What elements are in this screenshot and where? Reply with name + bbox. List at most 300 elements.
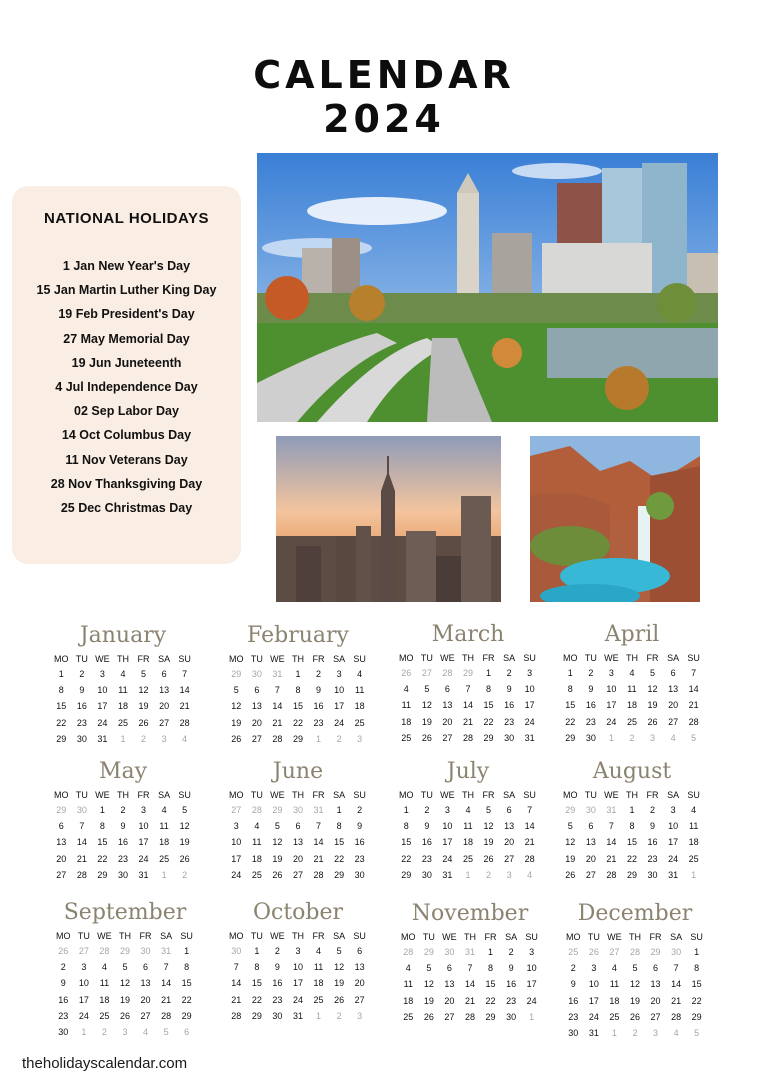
day-cell: 21 <box>606 853 617 864</box>
day-cell: 20 <box>159 701 170 712</box>
day-cell: 27 <box>159 717 170 728</box>
day-cell: 30 <box>272 1010 283 1021</box>
day-cell: 14 <box>272 701 283 712</box>
day-cell: 7 <box>691 668 697 679</box>
day-cell: 21 <box>688 700 699 711</box>
day-cell: 22 <box>626 853 637 864</box>
weekday-label: TH <box>625 790 638 800</box>
day-cell: 3 <box>357 1010 363 1021</box>
weekday-label: TU <box>250 931 263 941</box>
day-cell: 31 <box>272 669 283 680</box>
day-cell: 15 <box>334 837 345 848</box>
day-cell: 7 <box>465 684 471 695</box>
day-cell: 3 <box>141 805 147 816</box>
weekday-label: SA <box>667 653 680 663</box>
day-cell: 17 <box>588 995 599 1006</box>
day-cell: 13 <box>251 701 262 712</box>
day-cell: 16 <box>585 700 596 711</box>
day-cell: 27 <box>609 947 620 958</box>
week-row <box>396 851 540 867</box>
week-row <box>226 834 370 850</box>
day-cell: 19 <box>421 716 432 727</box>
day-cell: 21 <box>231 994 242 1005</box>
day-cell: 23 <box>506 995 517 1006</box>
week-row <box>396 697 540 713</box>
weekday-label: SU <box>687 653 700 663</box>
day-cell: 26 <box>565 869 576 880</box>
week-row <box>226 698 370 714</box>
day-cell: 10 <box>334 685 345 696</box>
day-cell: 3 <box>295 946 301 957</box>
week-row <box>398 993 542 1009</box>
day-cell: 1 <box>691 869 697 880</box>
day-cell: 26 <box>647 716 658 727</box>
weekday-label: FR <box>312 931 325 941</box>
day-cell: 17 <box>97 701 108 712</box>
day-cell: 30 <box>58 1027 69 1038</box>
weekday-label: FR <box>137 790 150 800</box>
day-cell: 1 <box>99 805 105 816</box>
weekday-label: TH <box>628 932 641 942</box>
day-cell: 22 <box>97 853 108 864</box>
day-cell: 6 <box>143 962 149 973</box>
day-cell: 17 <box>292 978 303 989</box>
day-cell: 25 <box>354 717 365 728</box>
day-cell: 29 <box>181 1010 192 1021</box>
day-cell: 11 <box>159 821 169 832</box>
week-row <box>51 715 195 731</box>
day-cell: 9 <box>424 821 430 832</box>
day-cell: 14 <box>688 684 699 695</box>
waterfall-canyon-photo <box>530 436 700 602</box>
day-cell: 12 <box>179 821 190 832</box>
weekday-label: TH <box>461 790 474 800</box>
weekday-label: SA <box>503 653 516 663</box>
day-cell: 28 <box>99 946 110 957</box>
day-cell: 28 <box>272 733 283 744</box>
day-cell: 10 <box>606 684 617 695</box>
weekday-label: SA <box>670 932 683 942</box>
day-cell: 2 <box>274 946 280 957</box>
weekday-label: MO <box>54 790 69 800</box>
weekday-label: TH <box>291 931 304 941</box>
month-name: June <box>272 759 324 784</box>
week-row <box>396 818 540 834</box>
weekday-label: TH <box>625 653 638 663</box>
day-cell: 28 <box>464 1011 475 1022</box>
day-cell: 6 <box>444 684 450 695</box>
week-row <box>226 731 370 747</box>
holiday-item: 1 Jan New Year's Day <box>62 259 191 273</box>
day-cell: 22 <box>251 994 262 1005</box>
day-cell: 19 <box>138 701 149 712</box>
weekday-label: FR <box>312 790 325 800</box>
day-cell: 20 <box>442 716 453 727</box>
day-cell: 8 <box>694 963 700 974</box>
weekday-label: SA <box>160 931 173 941</box>
day-cell: 5 <box>274 821 280 832</box>
day-cell: 12 <box>483 821 494 832</box>
week-row <box>51 682 195 698</box>
week-row <box>560 714 704 730</box>
day-cell: 6 <box>357 946 363 957</box>
day-cell: 19 <box>565 853 576 864</box>
day-cell: 3 <box>506 869 512 880</box>
day-cell: 24 <box>526 995 537 1006</box>
day-cell: 16 <box>504 700 515 711</box>
day-cell: 24 <box>524 716 535 727</box>
month-february <box>223 621 373 747</box>
day-cell: 22 <box>483 716 494 727</box>
weekday-label: SU <box>687 790 700 800</box>
day-cell: 1 <box>529 1011 535 1022</box>
day-cell: 1 <box>629 805 635 816</box>
day-cell: 23 <box>421 853 432 864</box>
month-name: September <box>63 900 187 925</box>
day-cell: 18 <box>626 700 637 711</box>
week-row <box>226 818 370 834</box>
week-row <box>563 944 707 960</box>
day-cell: 1 <box>184 946 190 957</box>
day-cell: 17 <box>78 994 89 1005</box>
day-cell: 5 <box>650 668 656 679</box>
day-cell: 23 <box>585 716 596 727</box>
weekday-label: SU <box>178 654 191 664</box>
week-row <box>51 851 195 867</box>
week-row <box>563 1025 707 1041</box>
day-cell: 7 <box>467 963 473 974</box>
weekday-label: TH <box>116 654 129 664</box>
day-cell: 10 <box>231 837 242 848</box>
weekday-label: TU <box>75 654 88 664</box>
day-cell: 9 <box>650 821 656 832</box>
weekday-label: WE <box>270 790 285 800</box>
day-cell: 2 <box>101 1027 107 1038</box>
week-row <box>398 1009 542 1025</box>
day-cell: 10 <box>97 685 108 696</box>
day-cell: 24 <box>334 717 345 728</box>
weekday-label: MO <box>229 931 244 941</box>
day-cell: 5 <box>141 669 147 680</box>
day-cell: 31 <box>668 869 679 880</box>
day-cell: 18 <box>354 701 365 712</box>
day-cell: 6 <box>653 963 659 974</box>
day-cell: 4 <box>670 732 676 743</box>
day-cell: 7 <box>79 821 85 832</box>
week-row <box>563 993 707 1009</box>
week-row <box>226 802 370 818</box>
day-cell: 2 <box>357 805 363 816</box>
day-cell: 14 <box>231 978 242 989</box>
weekday-label: MO <box>54 654 69 664</box>
day-cell: 12 <box>421 700 432 711</box>
day-cell: 6 <box>58 821 64 832</box>
week-row <box>226 715 370 731</box>
day-cell: 21 <box>161 994 172 1005</box>
week-row <box>563 976 707 992</box>
weekday-label: SA <box>505 932 518 942</box>
day-cell: 12 <box>231 701 242 712</box>
week-row <box>53 975 197 991</box>
day-cell: 3 <box>444 805 450 816</box>
day-cell: 3 <box>529 947 535 958</box>
day-cell: 2 <box>141 733 147 744</box>
day-cell: 27 <box>585 869 596 880</box>
day-cell: 17 <box>334 701 345 712</box>
day-cell: 28 <box>606 869 617 880</box>
week-row <box>396 867 540 883</box>
day-cell: 6 <box>670 668 676 679</box>
weekday-label: FR <box>646 653 659 663</box>
week-row <box>396 730 540 746</box>
day-cell: 28 <box>179 717 190 728</box>
day-cell: 23 <box>568 1011 579 1022</box>
weekday-label: FR <box>646 790 659 800</box>
day-cell: 4 <box>691 805 697 816</box>
day-cell: 29 <box>483 732 494 743</box>
day-cell: 9 <box>274 962 280 973</box>
weekday-label: WE <box>97 931 112 941</box>
day-cell: 9 <box>316 685 322 696</box>
week-row <box>560 851 704 867</box>
day-cell: 15 <box>691 979 702 990</box>
day-cell: 3 <box>336 669 342 680</box>
day-cell: 20 <box>668 700 679 711</box>
week-row <box>226 682 370 698</box>
day-cell: 2 <box>588 668 594 679</box>
day-cell: 3 <box>233 821 239 832</box>
day-cell: 6 <box>446 963 452 974</box>
day-cell: 10 <box>668 821 679 832</box>
week-row <box>398 976 542 992</box>
day-cell: 24 <box>138 853 149 864</box>
day-cell: 17 <box>524 700 535 711</box>
month-name: November <box>411 901 529 926</box>
day-cell: 29 <box>56 733 67 744</box>
day-cell: 18 <box>403 995 414 1006</box>
week-row <box>226 959 370 975</box>
month-grid <box>53 929 197 1040</box>
weekday-label: TU <box>420 653 433 663</box>
day-cell: 20 <box>585 853 596 864</box>
day-cell: 29 <box>334 869 345 880</box>
weekday-label: SU <box>353 790 366 800</box>
week-row <box>560 818 704 834</box>
day-cell: 1 <box>161 869 167 880</box>
day-cell: 25 <box>159 853 170 864</box>
day-cell: 30 <box>251 669 262 680</box>
holidays-list <box>12 254 241 520</box>
day-cell: 4 <box>673 1028 679 1039</box>
month-name: December <box>577 901 693 926</box>
day-cell: 22 <box>334 853 345 864</box>
day-cell: 4 <box>527 869 533 880</box>
day-cell: 23 <box>272 994 283 1005</box>
month-name: February <box>247 623 349 648</box>
day-cell: 11 <box>609 979 620 990</box>
day-cell: 31 <box>524 732 535 743</box>
day-cell: 17 <box>231 853 242 864</box>
week-row <box>51 867 195 883</box>
day-cell: 18 <box>313 978 324 989</box>
day-cell: 27 <box>442 732 453 743</box>
day-cell: 25 <box>462 853 473 864</box>
week-row <box>563 960 707 976</box>
day-cell: 9 <box>79 685 85 696</box>
day-cell: 25 <box>609 1011 620 1022</box>
week-row <box>226 851 370 867</box>
week-row <box>53 1024 197 1040</box>
holiday-item: 15 Jan Martin Luther King Day <box>36 283 217 298</box>
month-grid <box>226 788 370 883</box>
day-cell: 13 <box>650 979 661 990</box>
weekday-label: WE <box>607 932 622 942</box>
day-cell: 27 <box>650 1011 661 1022</box>
day-cell: 20 <box>504 837 515 848</box>
day-cell: 29 <box>423 947 434 958</box>
day-cell: 27 <box>444 1011 455 1022</box>
weekday-label: MO <box>563 653 578 663</box>
day-cell: 3 <box>81 962 87 973</box>
weekday-label: SU <box>353 654 366 664</box>
day-cell: 7 <box>182 669 188 680</box>
weekday-label: SU <box>525 932 538 942</box>
week-row <box>226 1008 370 1024</box>
holiday-item: 27 May Memorial Day <box>63 331 190 346</box>
day-cell: 29 <box>462 668 473 679</box>
day-cell: 30 <box>140 946 151 957</box>
week-row <box>51 698 195 714</box>
day-cell: 8 <box>567 684 573 695</box>
day-cell: 3 <box>650 732 656 743</box>
day-cell: 1 <box>120 733 126 744</box>
day-cell: 2 <box>336 733 342 744</box>
weekday-label: TU <box>420 790 433 800</box>
month-july <box>393 757 543 883</box>
day-cell: 28 <box>313 869 324 880</box>
day-cell: 4 <box>143 1027 149 1038</box>
day-cell: 2 <box>508 947 514 958</box>
day-cell: 31 <box>138 869 149 880</box>
weekday-label: TH <box>118 931 131 941</box>
day-cell: 25 <box>568 947 579 958</box>
day-cell: 29 <box>626 869 637 880</box>
day-cell: 19 <box>272 853 283 864</box>
day-cell: 22 <box>691 995 702 1006</box>
day-cell: 23 <box>58 1010 69 1021</box>
weekday-label: SU <box>180 931 193 941</box>
day-cell: 11 <box>313 962 324 973</box>
day-cell: 26 <box>483 853 494 864</box>
day-cell: 11 <box>355 685 365 696</box>
day-cell: 8 <box>629 821 635 832</box>
day-cell: 8 <box>488 963 494 974</box>
day-cell: 25 <box>251 869 262 880</box>
week-row <box>53 992 197 1008</box>
day-cell: 4 <box>629 668 635 679</box>
day-cell: 26 <box>272 869 283 880</box>
day-cell: 24 <box>668 853 679 864</box>
day-cell: 10 <box>138 821 149 832</box>
day-cell: 26 <box>138 717 149 728</box>
day-cell: 3 <box>653 1028 659 1039</box>
weekday-label: FR <box>484 932 497 942</box>
day-cell: 8 <box>486 684 492 695</box>
day-cell: 4 <box>316 946 322 957</box>
day-cell: 30 <box>444 947 455 958</box>
day-cell: 26 <box>401 668 412 679</box>
week-row <box>560 697 704 713</box>
day-cell: 2 <box>336 1010 342 1021</box>
weekday-label: FR <box>139 931 152 941</box>
day-cell: 20 <box>140 994 151 1005</box>
weekday-label: SU <box>523 653 536 663</box>
weekday-label: TH <box>116 790 129 800</box>
day-cell: 1 <box>316 1010 322 1021</box>
day-cell: 26 <box>588 947 599 958</box>
day-cell: 28 <box>403 947 414 958</box>
day-cell: 30 <box>585 805 596 816</box>
holiday-item: 4 Jul Independence Day <box>55 379 198 394</box>
day-cell: 11 <box>463 821 473 832</box>
holiday-item: 19 Jun Juneteenth <box>71 355 182 370</box>
day-cell: 31 <box>606 805 617 816</box>
day-cell: 14 <box>462 700 473 711</box>
day-cell: 1 <box>567 668 573 679</box>
day-cell: 30 <box>506 1011 517 1022</box>
month-grid <box>226 652 370 747</box>
week-row <box>51 834 195 850</box>
day-cell: 27 <box>504 853 515 864</box>
day-cell: 20 <box>650 995 661 1006</box>
day-cell: 7 <box>233 962 239 973</box>
week-row <box>51 666 195 682</box>
day-cell: 5 <box>426 963 432 974</box>
day-cell: 21 <box>462 716 473 727</box>
day-cell: 16 <box>506 979 517 990</box>
day-cell: 5 <box>163 1027 169 1038</box>
day-cell: 4 <box>120 669 126 680</box>
month-october <box>223 898 373 1024</box>
day-cell: 29 <box>485 1011 496 1022</box>
day-cell: 4 <box>465 805 471 816</box>
day-cell: 11 <box>689 821 699 832</box>
day-cell: 13 <box>504 821 515 832</box>
day-cell: 30 <box>568 1028 579 1039</box>
day-cell: 30 <box>354 869 365 880</box>
day-cell: 31 <box>292 1010 303 1021</box>
day-cell: 27 <box>78 946 89 957</box>
page-year: 2024 <box>323 97 445 141</box>
day-cell: 27 <box>668 716 679 727</box>
weekday-label: MO <box>566 932 581 942</box>
weekday-label: WE <box>604 653 619 663</box>
week-row <box>51 818 195 834</box>
day-cell: 28 <box>251 805 262 816</box>
day-cell: 4 <box>611 963 617 974</box>
month-name: July <box>446 759 490 784</box>
day-cell: 5 <box>336 946 342 957</box>
day-cell: 26 <box>231 733 242 744</box>
weekday-label: TH <box>461 653 474 663</box>
day-cell: 13 <box>442 700 453 711</box>
holidays-panel <box>12 186 241 564</box>
day-cell: 14 <box>671 979 682 990</box>
day-cell: 1 <box>254 946 260 957</box>
day-cell: 20 <box>251 717 262 728</box>
weekday-label: TU <box>584 790 597 800</box>
day-cell: 21 <box>313 853 324 864</box>
